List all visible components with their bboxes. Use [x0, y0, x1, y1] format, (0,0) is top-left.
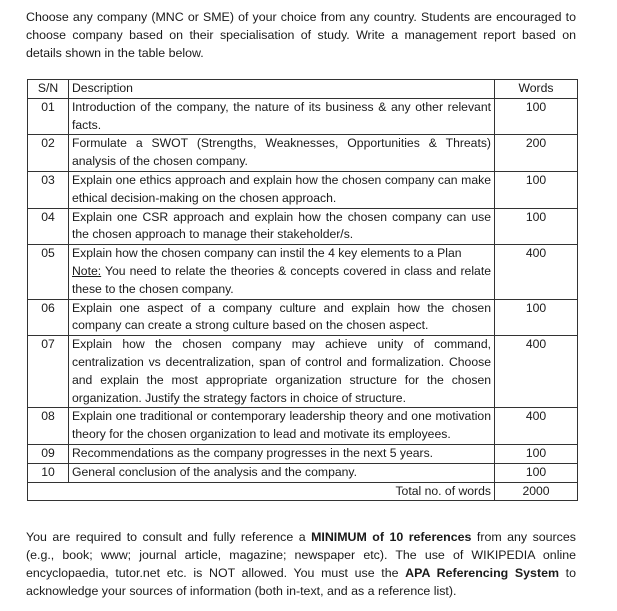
row-sn: 06	[28, 299, 69, 336]
table-row	[28, 171, 578, 208]
row-description: Formulate a SWOT (Strengths, Weaknesses, Opportunities & Threats) analysis of the chosen company.	[69, 135, 495, 172]
table-row	[28, 98, 578, 135]
table-row	[28, 208, 578, 245]
row-description: Explain one ethics approach and explain how the chosen company can make ethical decision-making on the chosen approach.	[69, 171, 495, 208]
row-sn: 10	[28, 463, 69, 482]
total-blank-cell	[28, 482, 69, 501]
row-description: Introduction of the company, the nature of its business & any other relevant facts.	[69, 98, 495, 135]
table-row	[28, 444, 578, 463]
row-description-text: Explain how the chosen company can instil the 4 key elements to a Plan	[72, 246, 462, 261]
total-value: 2000	[495, 482, 578, 501]
row-words: 100	[495, 299, 578, 336]
row-sn: 09	[28, 444, 69, 463]
word-count-table	[27, 79, 578, 501]
row-words: 400	[495, 245, 578, 299]
table-row	[28, 245, 578, 299]
row-sn: 02	[28, 135, 69, 172]
footer-bold-min-references: MINIMUM of 10 references	[311, 530, 472, 544]
note-text: You need to relate the theories & concepts covered in class and relate these to the chosen company.	[72, 263, 491, 296]
row-words: 100	[495, 171, 578, 208]
header-description: Description	[69, 80, 495, 99]
row-sn: 04	[28, 208, 69, 245]
total-label: Total no. of words	[69, 482, 495, 501]
row-sn: 08	[28, 408, 69, 445]
footer-bold-apa: APA Referencing System	[405, 566, 559, 580]
table-row	[28, 299, 578, 336]
header-sn: S/N	[28, 80, 69, 99]
total-row	[28, 482, 578, 501]
footer-paragraph	[26, 528, 576, 600]
note-label: Note:	[72, 263, 102, 278]
row-words: 100	[495, 463, 578, 482]
row-words: 100	[495, 208, 578, 245]
row-sn: 07	[28, 336, 69, 408]
table-row	[28, 336, 578, 408]
row-description: Explain one aspect of a company culture and explain how the chosen company can create a strong culture based on the chosen aspect.	[69, 299, 495, 336]
row-description: General conclusion of the analysis and the company.	[69, 463, 495, 482]
intro-paragraph: Choose any company (MNC or SME) of your choice from any country. Students are encouraged to choose company based on their specialisation of study. Write a management report based on details shown in the table below.	[26, 10, 576, 60]
footer-text-1: You are required to consult and fully reference a	[26, 530, 312, 544]
row-words: 400	[495, 408, 578, 445]
table-row	[28, 463, 578, 482]
row-words: 100	[495, 444, 578, 463]
header-words: Words	[495, 80, 578, 99]
table-header-row	[28, 80, 578, 99]
row-description: Explain one CSR approach and explain how the chosen company can use the chosen approach to manage their stakeholder/s.	[69, 208, 495, 245]
row-words: 200	[495, 135, 578, 172]
footer-text-2: from any sources (e.g., book; www; journal article, magazine; newspaper etc). The use of WIKIPEDIA online encyclopaedia, tutor.net etc. is NOT allowed. You must use the	[26, 530, 576, 580]
table-row	[28, 408, 578, 445]
row-description: Explain one traditional or contemporary leadership theory and one motivation theory for the chosen organization to lead and motivate its employees.	[69, 408, 495, 445]
row-description: Explain how the chosen company may achieve unity of command, centralization vs decentralization, span of control and formalization. Choose and explain the most appropriate organization structure for the chosen organization. Justify the strategy factors in choice of structure.	[69, 336, 495, 408]
row-words: 400	[495, 336, 578, 408]
row-sn: 03	[28, 171, 69, 208]
row-description: Recommendations as the company progresses in the next 5 years.	[69, 444, 495, 463]
footer-text-3: to acknowledge your sources of information (both in-text, and as a reference list).	[26, 566, 576, 598]
row-sn: 05	[28, 245, 69, 299]
row-words: 100	[495, 98, 578, 135]
row-description	[69, 245, 495, 299]
row-sn: 01	[28, 98, 69, 135]
table-row	[28, 135, 578, 172]
